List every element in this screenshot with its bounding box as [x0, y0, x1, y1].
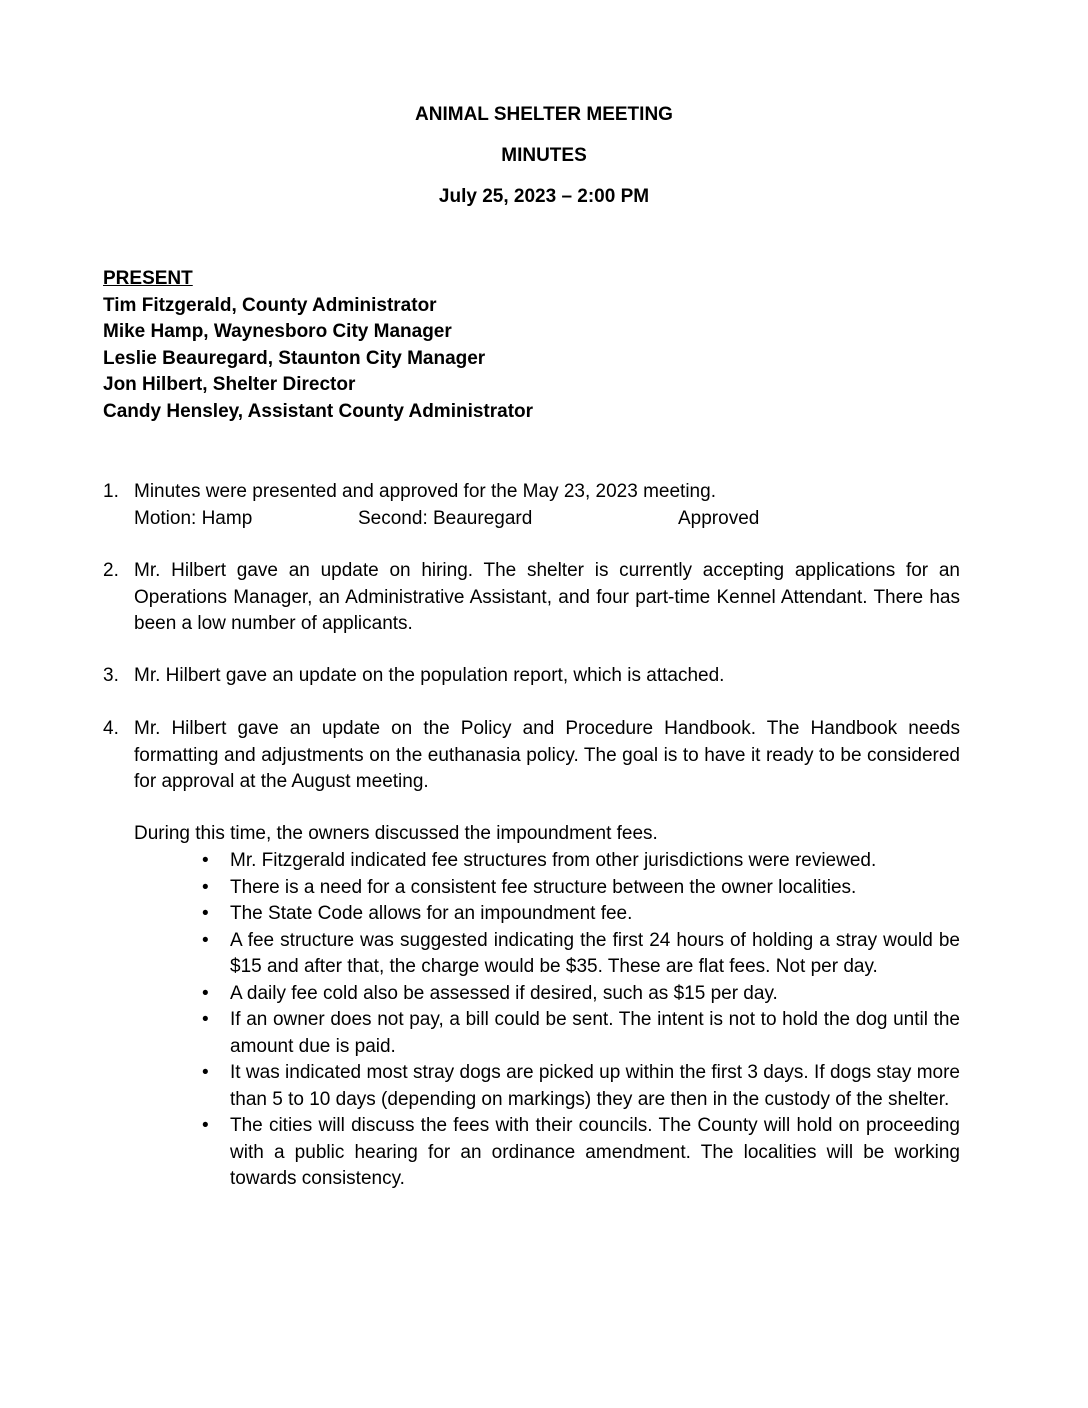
bullet-icon: • — [202, 903, 209, 924]
list-item — [202, 901, 960, 928]
item-number: 2. — [103, 560, 119, 581]
bullet-text: There is a need for a consistent fee structure between the owner localities. — [230, 876, 857, 898]
attendees-heading: PRESENT — [103, 268, 193, 289]
item-text: Mr. Hilbert gave an update on the population report, which is attached. — [134, 665, 725, 686]
second-by: Second: Beauregard — [358, 507, 533, 529]
discussion-intro: During this time, the owners discussed the impoundment fees. — [134, 823, 658, 844]
bullet-icon: • — [202, 1009, 209, 1030]
agenda-item-3 — [103, 663, 960, 690]
bullet-text: If an owner does not pay, a bill could be sent. The intent is not to hold the dog until the amount due is paid. — [230, 1009, 960, 1057]
agenda-item-2 — [103, 558, 960, 638]
agenda-item-1 — [103, 479, 960, 532]
list-item — [202, 1007, 960, 1060]
agenda-item-4 — [103, 716, 960, 796]
item-number: 3. — [103, 665, 119, 686]
list-item — [202, 981, 960, 1008]
motion-by: Motion: Hamp — [134, 507, 253, 529]
discussion-bullet-list — [202, 848, 960, 1193]
bullet-text: It was indicated most stray dogs are picked up within the first 3 days. If dogs stay more than 5 to 10 days (depending on markings) they are then in the custody of the shelter. — [230, 1062, 960, 1110]
item-text: Mr. Hilbert gave an update on hiring. The shelter is currently accepting applications for an Operations Manager, an Administrative Assistant, and four part-time Kennel Attendant. There has been a low number of applicants. — [134, 560, 960, 634]
bullet-text: A daily fee cold also be assessed if desired, such as $15 per day. — [230, 982, 778, 1004]
attendee: Mike Hamp, Waynesboro City Manager — [103, 321, 452, 343]
attendee: Candy Hensley, Assistant County Administrator — [103, 400, 534, 422]
bullet-icon: • — [202, 1115, 209, 1136]
document-title: ANIMAL SHELTER MEETING — [415, 104, 673, 125]
bullet-text: The cities will discuss the fees with their councils. The County will hold on proceeding with a public hearing for an ordinance amendment. The localities will be working towards consistency. — [230, 1115, 960, 1189]
item-number: 4. — [103, 718, 119, 739]
vote-result: Approved — [678, 507, 760, 529]
bullet-text: The State Code allows for an impoundment fee. — [230, 903, 633, 924]
list-item — [202, 848, 960, 875]
document-subtitle: MINUTES — [501, 145, 587, 166]
attendee: Tim Fitzgerald, County Administrator — [103, 294, 437, 316]
bullet-text: A fee structure was suggested indicating the first 24 hours of holding a stray would be $15 and after that, the charge would be $35. These are flat fees. Not per day. — [230, 929, 960, 977]
bullet-text: Mr. Fitzgerald indicated fee structures from other jurisdictions were reviewed. — [230, 850, 877, 871]
meeting-datetime: July 25, 2023 – 2:00 PM — [438, 186, 650, 207]
item-number: 1. — [103, 481, 119, 502]
attendee: Jon Hilbert, Shelter Director — [103, 374, 356, 396]
bullet-icon: • — [202, 929, 209, 951]
list-item — [202, 1060, 960, 1113]
list-item — [202, 1113, 960, 1193]
motion-row — [134, 506, 960, 533]
list-item — [202, 875, 960, 902]
bullet-icon: • — [202, 1062, 209, 1083]
bullet-icon: • — [202, 982, 209, 1004]
item-text: Mr. Hilbert gave an update on the Policy and Procedure Handbook. The Handbook needs formatting and adjustments on the euthanasia policy. The goal is to have it ready to be considered for approval at the August meeting. — [134, 718, 960, 792]
attendees-section — [103, 266, 533, 426]
item-text: Minutes were presented and approved for the May 23, 2023 meeting. — [134, 481, 716, 502]
bullet-icon: • — [202, 850, 209, 871]
list-item — [202, 928, 960, 981]
bullet-icon: • — [202, 876, 209, 898]
attendee: Leslie Beauregard, Staunton City Manager — [103, 347, 486, 369]
